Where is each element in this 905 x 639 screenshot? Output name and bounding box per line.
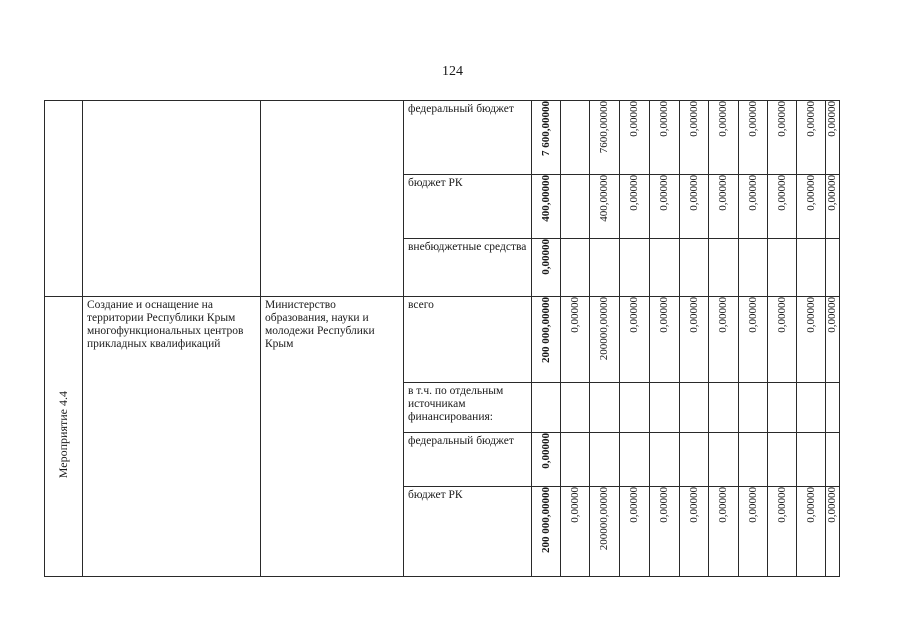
year-amount-cell bbox=[590, 383, 620, 433]
funding-source-cell: федеральный бюджет bbox=[404, 433, 532, 487]
year-amount-cell bbox=[620, 297, 650, 383]
year-amount-cell bbox=[620, 239, 650, 297]
funding-source-cell: федеральный бюджет bbox=[404, 101, 532, 175]
budget-table bbox=[44, 100, 840, 577]
year-amount-cell bbox=[590, 297, 620, 383]
year-amount-cell bbox=[709, 175, 739, 239]
year-amount-cell bbox=[768, 175, 797, 239]
total-amount-cell bbox=[532, 101, 561, 175]
year-amount-cell bbox=[680, 101, 709, 175]
year-amount: 0,00000 bbox=[568, 487, 581, 523]
year-amount: 0,00000 bbox=[628, 101, 640, 137]
year-amount-cell bbox=[680, 297, 709, 383]
year-amount-cell bbox=[680, 487, 709, 577]
year-amount-cell bbox=[826, 239, 840, 297]
year-amount-cell bbox=[561, 101, 590, 175]
year-amount: 0,00000 bbox=[746, 101, 759, 137]
year-amount-cell bbox=[650, 383, 680, 433]
year-amount: 0,00000 bbox=[687, 297, 700, 333]
year-amount-cell bbox=[620, 487, 650, 577]
year-amount: 0,00000 bbox=[717, 297, 729, 333]
year-amount: 0,00000 bbox=[804, 487, 817, 523]
activity-number: Мероприятие 4.4 bbox=[56, 390, 70, 479]
year-amount-cell bbox=[739, 487, 768, 577]
year-amount: 0,00000 bbox=[717, 175, 729, 211]
year-amount-cell bbox=[826, 101, 840, 175]
year-amount-cell bbox=[768, 383, 797, 433]
funding-source-cell: бюджет РК bbox=[404, 175, 532, 239]
funding-source-cell: бюджет РК bbox=[404, 487, 532, 577]
year-amount-cell bbox=[561, 297, 590, 383]
year-amount-cell bbox=[620, 383, 650, 433]
year-amount-cell bbox=[709, 383, 739, 433]
year-amount-cell bbox=[561, 433, 590, 487]
year-amount-cell bbox=[768, 487, 797, 577]
total-amount-cell bbox=[532, 487, 561, 577]
activity-number-cell bbox=[45, 101, 83, 297]
year-amount-cell bbox=[620, 101, 650, 175]
activity-name-cell bbox=[83, 101, 261, 297]
year-amount-cell bbox=[620, 433, 650, 487]
year-amount-cell bbox=[620, 175, 650, 239]
year-amount-cell bbox=[739, 433, 768, 487]
year-amount-cell bbox=[709, 487, 739, 577]
year-amount: 0,00000 bbox=[804, 175, 817, 211]
year-amount-cell bbox=[680, 175, 709, 239]
total-amount: 7 600,00000 bbox=[539, 101, 552, 156]
year-amount-cell bbox=[650, 433, 680, 487]
year-amount-cell bbox=[709, 101, 739, 175]
year-amount-cell bbox=[590, 101, 620, 175]
year-amount: 0,00000 bbox=[775, 175, 788, 211]
year-amount-cell bbox=[561, 175, 590, 239]
year-amount-cell bbox=[650, 487, 680, 577]
year-amount-cell bbox=[739, 239, 768, 297]
year-amount: 0,00000 bbox=[687, 101, 700, 137]
funding-source-cell: в т.ч. по отдельным источникам финансирования: bbox=[404, 383, 532, 433]
total-amount-cell bbox=[532, 175, 561, 239]
year-amount-cell bbox=[797, 297, 826, 383]
total-amount-cell bbox=[532, 239, 561, 297]
funding-source-cell: внебюджетные средства bbox=[404, 239, 532, 297]
total-amount: 0,00000 bbox=[539, 239, 552, 275]
activity-number-cell bbox=[45, 297, 83, 577]
page-number: 124 bbox=[442, 64, 463, 79]
year-amount: 200000,00000 bbox=[598, 297, 610, 361]
year-amount: 0,00000 bbox=[628, 487, 640, 523]
year-amount-cell bbox=[768, 239, 797, 297]
total-amount: 200 000,00000 bbox=[539, 487, 552, 553]
year-amount-cell bbox=[590, 175, 620, 239]
year-amount-cell bbox=[739, 101, 768, 175]
year-amount: 0,00000 bbox=[658, 297, 670, 333]
total-amount-cell bbox=[532, 433, 561, 487]
year-amount: 0,00000 bbox=[826, 175, 838, 211]
year-amount-cell bbox=[680, 239, 709, 297]
year-amount-cell bbox=[768, 433, 797, 487]
year-amount: 0,00000 bbox=[826, 487, 838, 523]
year-amount: 0,00000 bbox=[717, 101, 729, 137]
table-row bbox=[45, 101, 840, 175]
year-amount: 0,00000 bbox=[628, 297, 640, 333]
year-amount: 0,00000 bbox=[775, 101, 788, 137]
year-amount: 0,00000 bbox=[826, 101, 838, 137]
year-amount-cell bbox=[739, 175, 768, 239]
year-amount-cell bbox=[739, 297, 768, 383]
year-amount: 7600,00000 bbox=[598, 101, 610, 154]
year-amount-cell bbox=[590, 487, 620, 577]
year-amount: 0,00000 bbox=[658, 487, 670, 523]
total-amount: 0,00000 bbox=[539, 433, 552, 469]
year-amount-cell bbox=[680, 383, 709, 433]
year-amount-cell bbox=[797, 487, 826, 577]
year-amount-cell bbox=[561, 383, 590, 433]
year-amount: 0,00000 bbox=[568, 297, 581, 333]
table-row bbox=[45, 297, 840, 383]
year-amount: 0,00000 bbox=[746, 175, 759, 211]
year-amount: 0,00000 bbox=[804, 101, 817, 137]
year-amount: 200000,00000 bbox=[598, 487, 610, 551]
year-amount-cell bbox=[680, 433, 709, 487]
year-amount-cell bbox=[590, 239, 620, 297]
year-amount-cell bbox=[797, 101, 826, 175]
year-amount-cell bbox=[650, 297, 680, 383]
year-amount: 0,00000 bbox=[658, 101, 670, 137]
year-amount: 0,00000 bbox=[775, 297, 788, 333]
year-amount-cell bbox=[826, 175, 840, 239]
year-amount-cell bbox=[561, 487, 590, 577]
funding-source-cell: всего bbox=[404, 297, 532, 383]
year-amount-cell bbox=[826, 487, 840, 577]
year-amount-cell bbox=[739, 383, 768, 433]
year-amount-cell bbox=[650, 101, 680, 175]
year-amount: 0,00000 bbox=[658, 175, 670, 211]
total-amount-cell bbox=[532, 383, 561, 433]
year-amount: 400,00000 bbox=[598, 175, 610, 222]
year-amount-cell bbox=[797, 433, 826, 487]
year-amount-cell bbox=[709, 297, 739, 383]
year-amount-cell bbox=[826, 383, 840, 433]
year-amount: 0,00000 bbox=[826, 297, 838, 333]
total-amount: 400,00000 bbox=[539, 175, 552, 222]
year-amount-cell bbox=[768, 297, 797, 383]
year-amount: 0,00000 bbox=[804, 297, 817, 333]
year-amount-cell bbox=[797, 175, 826, 239]
year-amount-cell bbox=[709, 239, 739, 297]
year-amount: 0,00000 bbox=[746, 297, 759, 333]
year-amount-cell bbox=[826, 297, 840, 383]
year-amount-cell bbox=[797, 383, 826, 433]
year-amount: 0,00000 bbox=[775, 487, 788, 523]
year-amount: 0,00000 bbox=[687, 487, 700, 523]
total-amount-cell bbox=[532, 297, 561, 383]
year-amount-cell bbox=[826, 433, 840, 487]
year-amount-cell bbox=[768, 101, 797, 175]
year-amount: 0,00000 bbox=[628, 175, 640, 211]
total-amount: 200 000,00000 bbox=[539, 297, 552, 363]
year-amount: 0,00000 bbox=[717, 487, 729, 523]
year-amount-cell bbox=[650, 239, 680, 297]
activity-name-cell: Создание и оснащение на территории Республики Крым многофункциональных центров прикладных квалификаций bbox=[83, 297, 261, 577]
year-amount-cell bbox=[709, 433, 739, 487]
executor-cell bbox=[261, 101, 404, 297]
year-amount-cell bbox=[561, 239, 590, 297]
executor-cell: Министерство образования, науки и молодежи Республики Крым bbox=[261, 297, 404, 577]
year-amount-cell bbox=[797, 239, 826, 297]
year-amount: 0,00000 bbox=[746, 487, 759, 523]
year-amount: 0,00000 bbox=[687, 175, 700, 211]
year-amount-cell bbox=[650, 175, 680, 239]
year-amount-cell bbox=[590, 433, 620, 487]
